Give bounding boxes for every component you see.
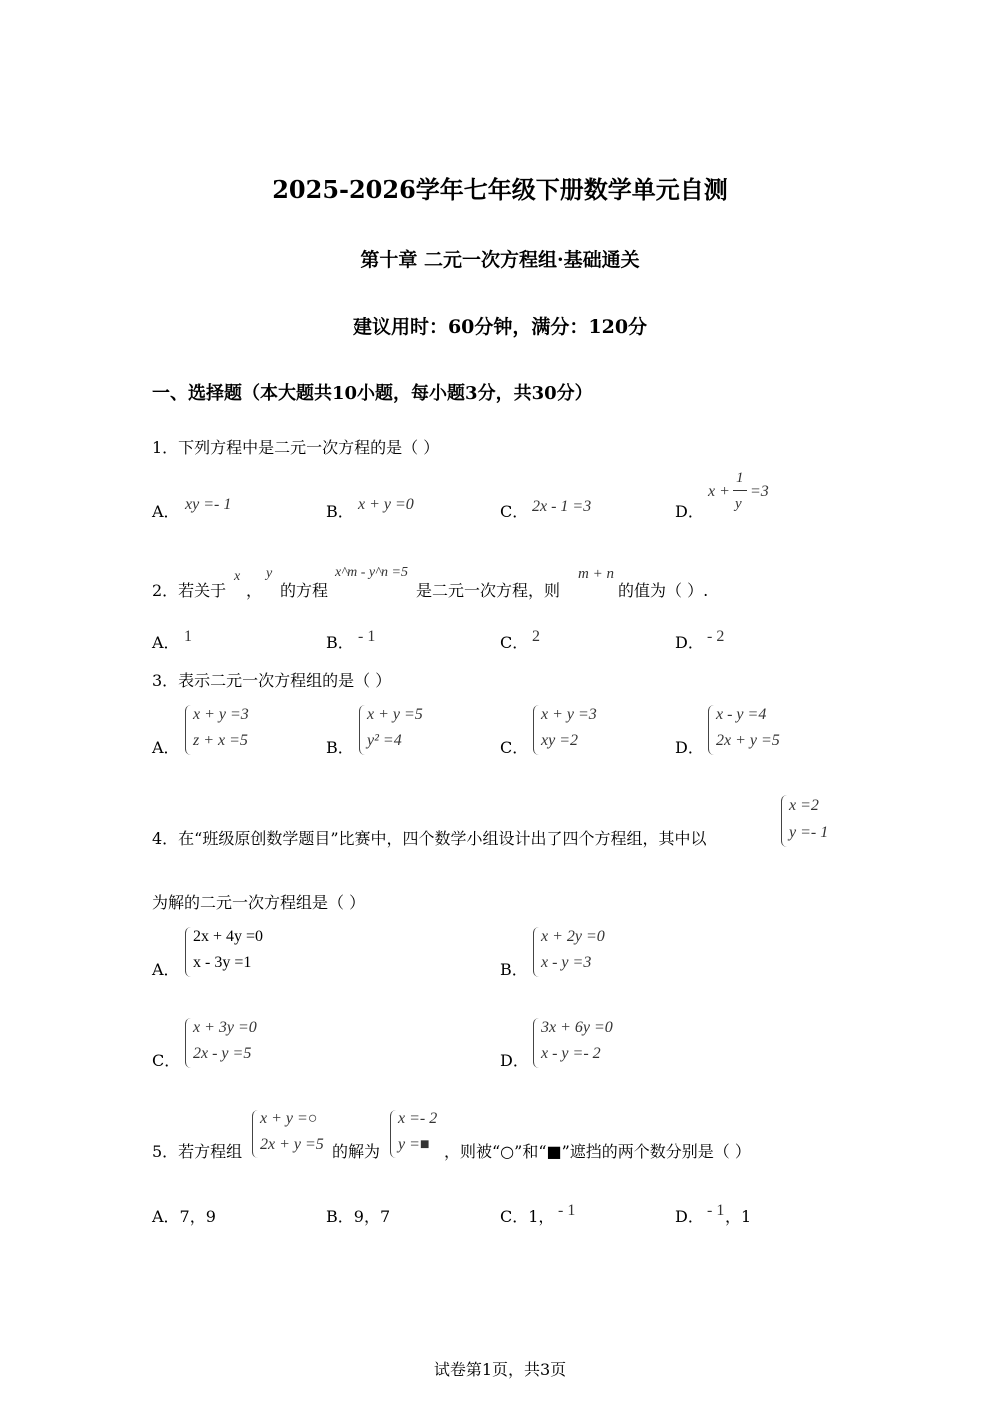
q5-option-a: A．7，9 <box>152 1207 216 1226</box>
q1-option-d-right: =3 <box>750 483 769 500</box>
equation-line: y² =4 <box>367 732 402 749</box>
q4-option-b-label: B． <box>500 960 528 979</box>
q3-option-a-label: A． <box>152 738 180 757</box>
q4-solution-system <box>781 795 851 849</box>
exam-title: 2025-2026学年七年级下册数学单元自测 <box>272 175 728 204</box>
equation-line: 2x - y =5 <box>193 1045 252 1062</box>
q1-option-c-label: C． <box>500 502 529 521</box>
q2-option-d-value: - 2 <box>707 628 725 645</box>
q1-option-d-numerator: 1 <box>736 470 744 486</box>
brace <box>185 1018 192 1068</box>
equation-line: xy =2 <box>541 732 578 749</box>
q2-option-c-label: C． <box>500 633 529 652</box>
equation-line: 2x + 4y =0 <box>193 928 264 945</box>
brace <box>185 927 192 977</box>
page-footer: 试卷第1页，共3页 <box>433 1360 567 1379</box>
q1-option-c-expr: 2x - 1 =3 <box>532 498 592 515</box>
q2-m-plus-n: m + n <box>578 566 614 582</box>
brace <box>533 927 540 977</box>
q5-option-c-label: C．1， <box>500 1207 555 1226</box>
q3-option-b-label: B． <box>326 738 354 757</box>
equation-line: x - y =- 2 <box>541 1045 601 1062</box>
equation-line: x + y =○ <box>260 1110 318 1127</box>
brace <box>359 705 366 755</box>
q5-option-c-value: - 1 <box>558 1202 576 1219</box>
q5-solution-system <box>390 1110 450 1160</box>
equation-line: x + 2y =0 <box>541 928 605 945</box>
equation-line: 3x + 6y =0 <box>541 1019 613 1036</box>
q4-option-a-label: A． <box>152 960 180 979</box>
q1-option-a-expr: xy =- 1 <box>185 496 232 513</box>
q1-option-b-expr: x + y =0 <box>358 496 414 513</box>
equation-line: x + y =3 <box>193 706 249 723</box>
chapter-subtitle: 第十章 二元一次方程组·基础通关 <box>360 249 640 271</box>
q4-stem: 4．在“班级原创数学题目”比赛中，四个数学小组设计出了四个方程组，其中以 <box>152 829 707 848</box>
equation-line: x + 3y =0 <box>193 1019 257 1036</box>
q2-stem-c: 是二元一次方程，则 <box>416 581 561 600</box>
q2-option-c-value: 2 <box>532 628 540 645</box>
q2-option-a-label: A． <box>152 633 180 652</box>
brace <box>708 705 715 755</box>
q4-option-d-system <box>533 1018 643 1070</box>
brace <box>781 795 788 847</box>
q4-option-b-system <box>533 927 643 979</box>
equation-line: y =■ <box>398 1136 430 1153</box>
q5-stem-a: 5．若方程组 <box>152 1142 243 1161</box>
equation-line: x - 3y =1 <box>193 954 252 971</box>
equation-line: 2x + y =5 <box>260 1136 324 1153</box>
q5-option-b: B．9，7 <box>326 1207 391 1226</box>
brace <box>533 705 540 755</box>
q2-option-b-label: B． <box>326 633 354 652</box>
q3-stem: 3．表示二元一次方程组的是（ ） <box>152 671 392 690</box>
q4-option-c-label: C． <box>152 1051 181 1070</box>
q5-option-d-label: D． <box>675 1207 704 1226</box>
q3-option-b-system <box>359 705 449 757</box>
q3-option-d-system <box>708 705 798 757</box>
q1-option-d-denominator: y <box>735 496 742 512</box>
q1-stem: 1．下列方程中是二元一次方程的是（ ） <box>152 438 440 457</box>
equation-line: x - y =4 <box>716 706 767 723</box>
q4-option-c-system <box>185 1018 295 1070</box>
brace <box>185 705 192 755</box>
equation-line: 2x + y =5 <box>716 732 780 749</box>
q4-option-d-label: D． <box>500 1051 529 1070</box>
equation-line: x =- 2 <box>398 1110 438 1127</box>
q2-stem-a: 2．若关于 <box>152 581 227 600</box>
equation-line: x - y =3 <box>541 954 592 971</box>
q1-option-d-left: x + <box>708 483 730 500</box>
q3-option-c-label: C． <box>500 738 529 757</box>
equation-line: x + y =3 <box>541 706 597 723</box>
q3-option-d-label: D． <box>675 738 704 757</box>
q1-option-a-label: A． <box>152 502 180 521</box>
q2-option-b-value: - 1 <box>358 628 376 645</box>
q5-stem-b: 的解为 <box>332 1142 381 1161</box>
q1-option-d-label: D． <box>675 502 704 521</box>
q2-option-d-label: D． <box>675 633 704 652</box>
brace <box>252 1110 259 1158</box>
brace <box>533 1018 540 1068</box>
q4-option-a-system <box>185 927 295 979</box>
q2-stem-b: 的方程 <box>280 581 329 600</box>
q1-option-b-label: B． <box>326 502 354 521</box>
brace <box>390 1110 397 1158</box>
equation-line: x + y =5 <box>367 706 423 723</box>
q2-stem-d: 的值为（ ）. <box>618 581 709 600</box>
q5-stem-c: ，则被“○”和“■”遮挡的两个数分别是（ ） <box>444 1142 751 1161</box>
q2-comma: ， <box>246 581 263 600</box>
q3-option-a-system <box>185 705 275 757</box>
section-title: 一、选择题（本大题共10小题，每小题3分，共30分） <box>152 383 593 404</box>
q2-option-a-value: 1 <box>184 628 192 645</box>
q5-option-d-tail: ，1 <box>725 1207 752 1226</box>
equation-line: y =- 1 <box>789 824 829 841</box>
q2-equation: x^m - y^n =5 <box>335 565 408 580</box>
q3-option-c-system <box>533 705 623 757</box>
q5-option-d-value: - 1 <box>707 1202 725 1219</box>
fraction-bar <box>733 490 747 491</box>
q5-equation-system <box>252 1110 334 1160</box>
q2-var-x: x <box>234 569 241 584</box>
equation-line: x =2 <box>789 797 819 814</box>
q2-var-y: y <box>266 566 273 581</box>
equation-line: z + x =5 <box>193 732 248 749</box>
time-info: 建议用时：60分钟，满分：120分 <box>352 316 648 338</box>
q4-stem-2: 为解的二元一次方程组是（ ） <box>152 893 366 912</box>
